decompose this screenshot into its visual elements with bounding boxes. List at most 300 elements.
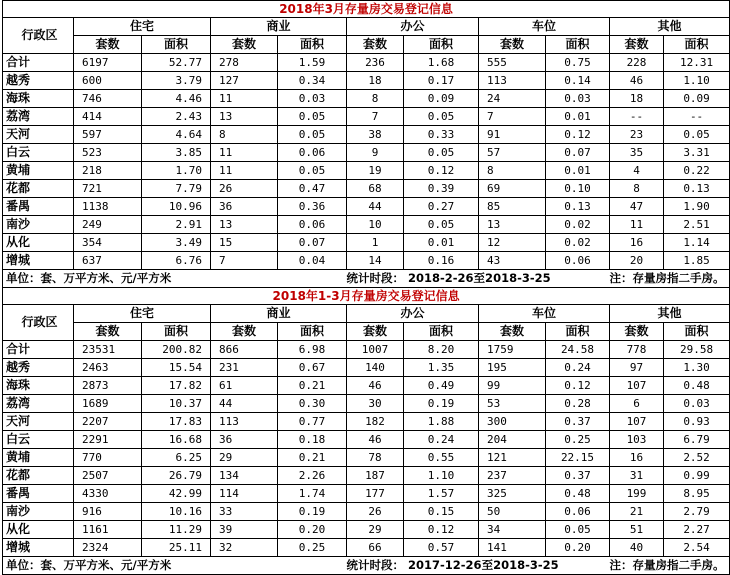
count-cell: 523 [74, 144, 142, 162]
area-cell: 0.01 [546, 108, 610, 126]
area-header: 面积 [278, 36, 347, 54]
count-cell: 637 [74, 252, 142, 270]
count-cell: 46 [347, 431, 404, 449]
count-cell: 1007 [347, 341, 404, 359]
area-cell: 0.39 [404, 180, 479, 198]
area-cell: 0.93 [664, 413, 730, 431]
count-cell: 866 [211, 341, 278, 359]
count-cell: 2463 [74, 359, 142, 377]
area-cell: 6.76 [142, 252, 211, 270]
category-header: 办公 [347, 305, 479, 323]
count-header: 套数 [347, 323, 404, 341]
area-cell: 0.28 [546, 395, 610, 413]
count-cell: 30 [347, 395, 404, 413]
region-cell: 海珠 [3, 90, 74, 108]
area-cell: 200.82 [142, 341, 211, 359]
period-note: 统计时段： 2017-12-26至2018-3-25 [347, 557, 610, 575]
region-cell: 增城 [3, 539, 74, 557]
area-cell: 0.06 [278, 216, 347, 234]
area-cell: 0.07 [546, 144, 610, 162]
area-cell: 10.96 [142, 198, 211, 216]
area-cell: 52.77 [142, 54, 211, 72]
table-row [3, 126, 730, 144]
count-cell: 13 [211, 216, 278, 234]
count-cell: 35 [610, 144, 664, 162]
area-cell: 0.33 [404, 126, 479, 144]
count-cell: 555 [479, 54, 546, 72]
area-cell: 1.10 [404, 467, 479, 485]
area-cell: 0.02 [546, 234, 610, 252]
area-header: 面积 [278, 323, 347, 341]
count-cell: 141 [479, 539, 546, 557]
region-cell: 花都 [3, 467, 74, 485]
table-body [3, 1, 730, 575]
table-row [3, 467, 730, 485]
area-cell: 24.58 [546, 341, 610, 359]
count-cell: 26 [347, 503, 404, 521]
table-row [3, 180, 730, 198]
region-cell: 增城 [3, 252, 74, 270]
count-cell: 11 [610, 216, 664, 234]
area-header: 面积 [404, 36, 479, 54]
region-cell: 合计 [3, 54, 74, 72]
area-cell: 0.49 [404, 377, 479, 395]
area-cell: 0.05 [546, 521, 610, 539]
count-cell: 13 [211, 108, 278, 126]
area-cell: 0.48 [664, 377, 730, 395]
table-row [3, 90, 730, 108]
table-row [3, 162, 730, 180]
region-cell: 合计 [3, 341, 74, 359]
area-cell: 0.12 [546, 377, 610, 395]
area-cell: 0.05 [404, 144, 479, 162]
region-cell: 番禺 [3, 485, 74, 503]
area-header: 面积 [142, 36, 211, 54]
header-row-metrics [3, 323, 730, 341]
count-cell: 43 [479, 252, 546, 270]
count-cell: 29 [211, 449, 278, 467]
count-cell: 40 [610, 539, 664, 557]
count-cell: 1161 [74, 521, 142, 539]
count-cell: 50 [479, 503, 546, 521]
region-header: 行政区 [3, 305, 74, 341]
area-cell: 3.79 [142, 72, 211, 90]
footer-row [3, 270, 730, 288]
section-title-row [3, 1, 730, 18]
area-cell: 0.75 [546, 54, 610, 72]
count-cell: 770 [74, 449, 142, 467]
table-row [3, 198, 730, 216]
area-cell: 2.54 [664, 539, 730, 557]
area-cell: 0.05 [278, 126, 347, 144]
area-cell: -- [664, 108, 730, 126]
region-cell: 越秀 [3, 72, 74, 90]
area-cell: 2.79 [664, 503, 730, 521]
count-cell: 6 [610, 395, 664, 413]
count-cell: 2873 [74, 377, 142, 395]
area-cell: 1.74 [278, 485, 347, 503]
area-cell: 0.05 [664, 126, 730, 144]
count-cell: 61 [211, 377, 278, 395]
region-cell: 白云 [3, 431, 74, 449]
count-cell: 916 [74, 503, 142, 521]
count-cell: 721 [74, 180, 142, 198]
table-row [3, 54, 730, 72]
area-cell: 12.31 [664, 54, 730, 72]
area-cell: 2.27 [664, 521, 730, 539]
count-cell: 8 [610, 180, 664, 198]
count-cell: 2291 [74, 431, 142, 449]
area-cell: 0.37 [546, 467, 610, 485]
table-row [3, 108, 730, 126]
area-header: 面积 [404, 323, 479, 341]
region-cell: 从化 [3, 521, 74, 539]
count-cell: 746 [74, 90, 142, 108]
count-cell: 127 [211, 72, 278, 90]
count-cell: 231 [211, 359, 278, 377]
count-cell: 778 [610, 341, 664, 359]
count-cell: 44 [211, 395, 278, 413]
area-cell: 0.05 [404, 108, 479, 126]
count-cell: 325 [479, 485, 546, 503]
area-cell: 10.16 [142, 503, 211, 521]
count-cell: 36 [211, 431, 278, 449]
area-cell: 0.24 [404, 431, 479, 449]
area-cell: 0.01 [546, 162, 610, 180]
count-cell: 1689 [74, 395, 142, 413]
area-cell: 0.03 [278, 90, 347, 108]
count-cell: 46 [610, 72, 664, 90]
count-cell: 53 [479, 395, 546, 413]
area-cell: 0.01 [404, 234, 479, 252]
area-cell: 0.12 [546, 126, 610, 144]
count-header: 套数 [211, 36, 278, 54]
count-cell: 597 [74, 126, 142, 144]
count-cell: 204 [479, 431, 546, 449]
footer-spacer [278, 557, 347, 575]
count-cell: 8 [347, 90, 404, 108]
area-cell: 0.13 [546, 198, 610, 216]
count-header: 套数 [74, 36, 142, 54]
count-cell: 113 [211, 413, 278, 431]
area-cell: 0.77 [278, 413, 347, 431]
count-header: 套数 [479, 36, 546, 54]
table-row [3, 521, 730, 539]
spreadsheet [2, 0, 725, 575]
category-header: 商业 [211, 18, 347, 36]
area-cell: 0.19 [278, 503, 347, 521]
area-cell: 0.37 [546, 413, 610, 431]
region-cell: 荔湾 [3, 108, 74, 126]
area-cell: 0.48 [546, 485, 610, 503]
region-cell: 海珠 [3, 377, 74, 395]
area-header: 面积 [142, 323, 211, 341]
count-cell: 9 [347, 144, 404, 162]
area-cell: 1.59 [278, 54, 347, 72]
area-cell: 1.68 [404, 54, 479, 72]
area-cell: 0.13 [664, 180, 730, 198]
count-cell: 11 [211, 162, 278, 180]
count-cell: 14 [347, 252, 404, 270]
count-cell: 36 [211, 198, 278, 216]
area-cell: 0.14 [546, 72, 610, 90]
count-cell: 10 [347, 216, 404, 234]
count-cell: 249 [74, 216, 142, 234]
table-row [3, 395, 730, 413]
area-cell: 1.85 [664, 252, 730, 270]
header-row-metrics [3, 36, 730, 54]
region-cell: 从化 [3, 234, 74, 252]
area-cell: 8.20 [404, 341, 479, 359]
count-cell: 44 [347, 198, 404, 216]
count-cell: 69 [479, 180, 546, 198]
area-cell: 2.52 [664, 449, 730, 467]
area-cell: 0.19 [404, 395, 479, 413]
count-header: 套数 [479, 323, 546, 341]
count-cell: 39 [211, 521, 278, 539]
table-row [3, 413, 730, 431]
area-cell: 17.82 [142, 377, 211, 395]
area-cell: 1.14 [664, 234, 730, 252]
area-cell: 0.22 [664, 162, 730, 180]
count-cell: 26 [211, 180, 278, 198]
area-cell: 42.99 [142, 485, 211, 503]
count-cell: 121 [479, 449, 546, 467]
count-header: 套数 [347, 36, 404, 54]
area-cell: 22.15 [546, 449, 610, 467]
area-cell: 29.58 [664, 341, 730, 359]
area-cell: 0.99 [664, 467, 730, 485]
area-cell: 1.88 [404, 413, 479, 431]
region-cell: 南沙 [3, 216, 74, 234]
registration-table [2, 0, 730, 575]
secondhand-note: 注：存量房指二手房。 [610, 557, 730, 575]
area-cell: 2.43 [142, 108, 211, 126]
category-header: 住宅 [74, 18, 211, 36]
count-cell: 8 [479, 162, 546, 180]
count-cell: 228 [610, 54, 664, 72]
count-cell: 177 [347, 485, 404, 503]
count-cell: 140 [347, 359, 404, 377]
area-cell: 0.03 [664, 395, 730, 413]
area-header: 面积 [664, 323, 730, 341]
area-header: 面积 [546, 323, 610, 341]
area-cell: 0.34 [278, 72, 347, 90]
area-header: 面积 [546, 36, 610, 54]
count-cell: 24 [479, 90, 546, 108]
count-cell: 300 [479, 413, 546, 431]
area-cell: 0.27 [404, 198, 479, 216]
category-header: 其他 [610, 305, 730, 323]
area-cell: 1.70 [142, 162, 211, 180]
area-cell: 0.24 [546, 359, 610, 377]
region-cell: 越秀 [3, 359, 74, 377]
count-cell: 68 [347, 180, 404, 198]
area-cell: 0.06 [546, 252, 610, 270]
area-cell: 1.90 [664, 198, 730, 216]
area-cell: 10.37 [142, 395, 211, 413]
count-cell: 2207 [74, 413, 142, 431]
area-cell: 3.85 [142, 144, 211, 162]
count-cell: 134 [211, 467, 278, 485]
area-cell: 0.02 [546, 216, 610, 234]
count-cell: 23 [610, 126, 664, 144]
table-row [3, 485, 730, 503]
count-cell: 91 [479, 126, 546, 144]
region-cell: 天河 [3, 413, 74, 431]
header-row-categories [3, 305, 730, 323]
region-header: 行政区 [3, 18, 74, 54]
count-cell: 11 [211, 90, 278, 108]
area-cell: 0.30 [278, 395, 347, 413]
table-row [3, 359, 730, 377]
area-cell: 11.29 [142, 521, 211, 539]
table-row [3, 503, 730, 521]
area-cell: 0.25 [546, 431, 610, 449]
count-cell: 103 [610, 431, 664, 449]
count-cell: 4330 [74, 485, 142, 503]
category-header: 其他 [610, 18, 730, 36]
count-header: 套数 [610, 323, 664, 341]
count-cell: 114 [211, 485, 278, 503]
area-cell: 0.05 [278, 108, 347, 126]
table-row [3, 539, 730, 557]
count-cell: 4 [610, 162, 664, 180]
count-header: 套数 [211, 323, 278, 341]
category-header: 办公 [347, 18, 479, 36]
area-header: 面积 [664, 36, 730, 54]
area-cell: 2.51 [664, 216, 730, 234]
count-cell: 1138 [74, 198, 142, 216]
table-row [3, 252, 730, 270]
count-cell: 38 [347, 126, 404, 144]
area-cell: 0.47 [278, 180, 347, 198]
count-header: 套数 [610, 36, 664, 54]
area-cell: 0.16 [404, 252, 479, 270]
count-cell: 46 [347, 377, 404, 395]
area-cell: 26.79 [142, 467, 211, 485]
count-cell: 8 [211, 126, 278, 144]
count-cell: 47 [610, 198, 664, 216]
area-cell: 15.54 [142, 359, 211, 377]
area-cell: 25.11 [142, 539, 211, 557]
count-cell: 16 [610, 234, 664, 252]
area-cell: 1.10 [664, 72, 730, 90]
count-cell: 16 [610, 449, 664, 467]
count-cell: 6197 [74, 54, 142, 72]
area-cell: 2.91 [142, 216, 211, 234]
count-cell: 1759 [479, 341, 546, 359]
area-cell: 0.05 [278, 162, 347, 180]
area-cell: 1.30 [664, 359, 730, 377]
count-cell: 34 [479, 521, 546, 539]
area-cell: 0.21 [278, 377, 347, 395]
area-cell: 0.04 [278, 252, 347, 270]
area-cell: 6.98 [278, 341, 347, 359]
area-cell: 1.57 [404, 485, 479, 503]
table-row [3, 234, 730, 252]
period-note: 统计时段： 2018-2-26至2018-3-25 [347, 270, 610, 288]
count-header: 套数 [74, 323, 142, 341]
area-cell: 0.09 [404, 90, 479, 108]
count-cell: 1 [347, 234, 404, 252]
count-cell: 57 [479, 144, 546, 162]
count-cell: 354 [74, 234, 142, 252]
unit-note: 单位：套、万平方米、元/平方米 [3, 270, 278, 288]
table-row [3, 144, 730, 162]
region-cell: 白云 [3, 144, 74, 162]
table-row [3, 377, 730, 395]
area-cell: 4.64 [142, 126, 211, 144]
area-cell: 0.55 [404, 449, 479, 467]
area-cell: 0.05 [404, 216, 479, 234]
category-header: 住宅 [74, 305, 211, 323]
count-cell: 199 [610, 485, 664, 503]
secondhand-note: 注：存量房指二手房。 [610, 270, 730, 288]
count-cell: 85 [479, 198, 546, 216]
area-cell: 0.17 [404, 72, 479, 90]
region-cell: 番禺 [3, 198, 74, 216]
count-cell: 19 [347, 162, 404, 180]
count-cell: 97 [610, 359, 664, 377]
count-cell: 99 [479, 377, 546, 395]
count-cell: 13 [479, 216, 546, 234]
count-cell: 195 [479, 359, 546, 377]
table-row [3, 72, 730, 90]
count-cell: 187 [347, 467, 404, 485]
unit-note: 单位：套、万平方米、元/平方米 [3, 557, 278, 575]
count-cell: 237 [479, 467, 546, 485]
section-title-row [3, 288, 730, 305]
area-cell: 3.31 [664, 144, 730, 162]
area-cell: 0.12 [404, 162, 479, 180]
table-row [3, 341, 730, 359]
count-cell: 107 [610, 377, 664, 395]
section-title: 2018年1-3月存量房交易登记信息 [3, 288, 730, 305]
region-cell: 黄埔 [3, 449, 74, 467]
area-cell: 0.57 [404, 539, 479, 557]
count-cell: 78 [347, 449, 404, 467]
area-cell: 3.49 [142, 234, 211, 252]
count-cell: 2324 [74, 539, 142, 557]
count-cell: 29 [347, 521, 404, 539]
section-title: 2018年3月存量房交易登记信息 [3, 1, 730, 18]
area-cell: 4.46 [142, 90, 211, 108]
area-cell: 0.15 [404, 503, 479, 521]
area-cell: 16.68 [142, 431, 211, 449]
table-row [3, 449, 730, 467]
area-cell: 6.25 [142, 449, 211, 467]
area-cell: 17.83 [142, 413, 211, 431]
count-cell: 107 [610, 413, 664, 431]
count-cell: 414 [74, 108, 142, 126]
area-cell: 0.10 [546, 180, 610, 198]
area-cell: 1.35 [404, 359, 479, 377]
count-cell: 2507 [74, 467, 142, 485]
area-cell: 0.07 [278, 234, 347, 252]
area-cell: 0.20 [278, 521, 347, 539]
count-cell: 66 [347, 539, 404, 557]
area-cell: 0.20 [546, 539, 610, 557]
header-row-categories [3, 18, 730, 36]
region-cell: 南沙 [3, 503, 74, 521]
area-cell: 0.18 [278, 431, 347, 449]
area-cell: 0.25 [278, 539, 347, 557]
area-cell: 0.12 [404, 521, 479, 539]
area-cell: 7.79 [142, 180, 211, 198]
category-header: 车位 [479, 305, 610, 323]
count-cell: 236 [347, 54, 404, 72]
